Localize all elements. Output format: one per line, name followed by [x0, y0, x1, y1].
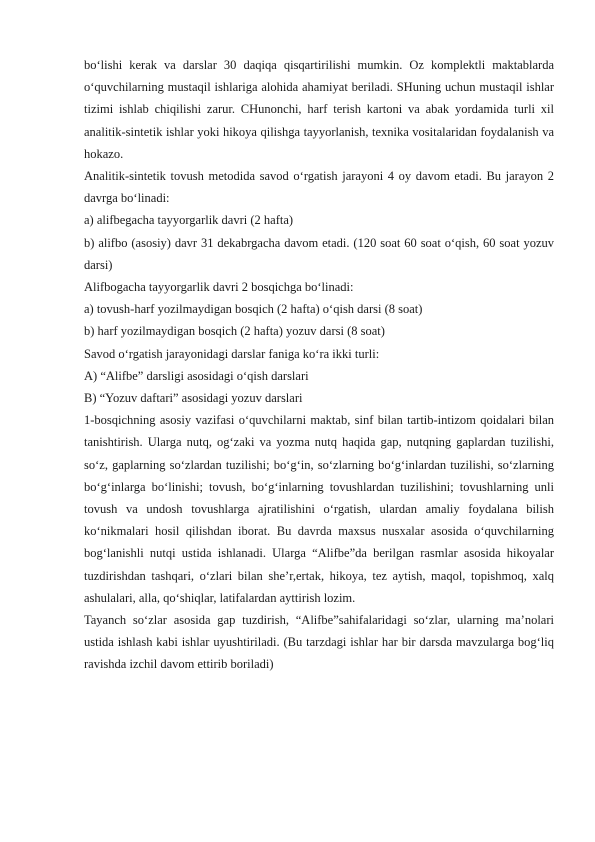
paragraph-stages-intro: Alifbogacha tayyorgarlik davri 2 bosqichga bo‘linadi: — [84, 280, 354, 295]
list-item-writing-lessons: B) “Yozuv daftari” asosidagi yozuv darslari — [84, 391, 303, 406]
list-item-stage-a: a) tovush-harf yozilmaydigan bosqich (2 hafta) o‘qish darsi (8 soat) — [84, 302, 423, 317]
list-item-pre-alphabet-period: a) alifbegacha tayyorgarlik davri (2 hafta) — [84, 213, 294, 228]
paragraph-lesson-types: Savod o‘rgatish jarayonidagi darslar faniga ko‘ra ikki turli: — [84, 346, 380, 361]
list-item-reading-lessons: A) “Alifbe” darsligi asosidagi o‘qish darslari — [84, 368, 309, 383]
paragraph-lesson-time: bo‘lishi kerak va darslar 30 daqiqa qisqartirilishi mumkin. Oz komplektli maktablarda o‘quvchilarning mustaqil ishlariga alohida ahamiyat beriladi. SHuning uchun mustaqil ishlar tizimi ishlab chiqilishi zarur. CHunonchi, harf terish kartoni va abak yordamida turli xil analitik-sintetik ishlar yoki hikoya qilishga tayyorlanish, texnika vositalaridan foydalanish va hokazo. — [84, 58, 554, 161]
document-body — [84, 54, 554, 676]
list-item-stage-b: b) harf yozilmaydigan bosqich (2 hafta) yozuv darsi (8 soat) — [84, 324, 385, 339]
paragraph-analytic-method: Analitik-sintetik tovush metodida savod o‘rgatish jarayoni 4 oy davom etadi. Bu jarayon 2 davrga bo‘linadi: — [84, 169, 554, 206]
paragraph-key-words: Tayanch so‘zlar asosida gap tuzdirish, “Alifbe”sahifalaridagi so‘zlar, ularning ma’nolari ustida ishlash kabi ishlar uyushtiriladi. (Bu tarzdagi ishlar har bir darsda mavzularga bog‘liq ravishda izchil davom ettirib boriladi) — [84, 613, 554, 672]
paragraph-stage-one-task: 1-bosqichning asosiy vazifasi o‘quvchilarni maktab, sinf bilan tartib-intizom qoidalari bilan tanishtirish. Ularga nutq, og‘zaki va yozma nutq haqida gap, nutqning gaplardan tuzilishi, so‘z, gaplarning so‘zlardan tuzilishi; bo‘g‘in, so‘zlarning bo‘g‘inlardan tuzilishi, so‘zlarning bo‘g‘inlarga bo‘linishi; tovush, bo‘g‘inlarning tovushlardan tuzilishini; tovushlarning unli tovush va undosh tovushlarga ajratilishini o‘rgatish, ulardan amaliy foydalana bilish ko‘nikmalari hosil qilishdan iborat. Bu davrda maxsus nusxalar asosida o‘quvchilarning bog‘lanishli nutqi ustida ishlanadi. Ularga “Alifbe”da berilgan rasmlar asosida hikoyalar tuzdirishdan tashqari, o‘zlari bilan she’r,ertak, hikoya, tez aytish, maqol, topishmoq, xalq ashulalari, alla, qo‘shiqlar, latifalardan ayttirish lozim. — [84, 413, 554, 605]
list-item-alphabet-period: b) alifbo (asosiy) davr 31 dekabrgacha davom etadi. (120 soat 60 soat o‘qish, 60 soat yozuv darsi) — [84, 235, 554, 272]
